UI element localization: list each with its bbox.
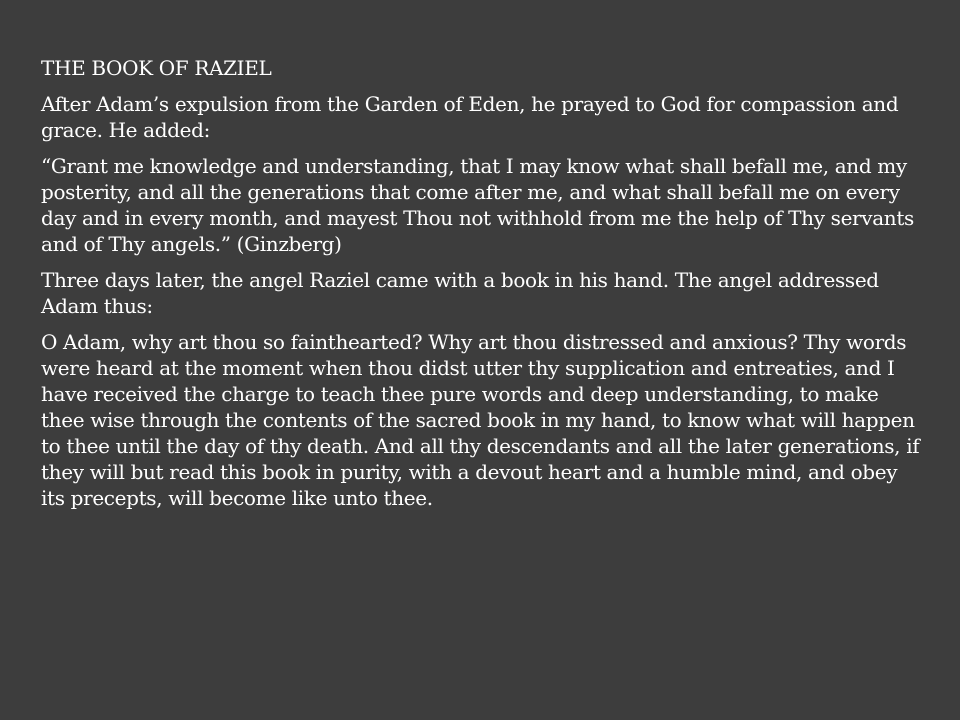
slide-title: THE BOOK OF RAZIEL — [41, 56, 272, 80]
paragraph-quote-ginzberg: “Grant me knowledge and understanding, that I may know what shall befall me, and my posterity, and all the generations that come after me, and what shall befall me on every day and in every month, and mayest Thou not withhold from me the help of Thy servants and of Thy angels.” (Ginzberg) — [41, 154, 914, 256]
paragraph-raziel-speech: O Adam, why art thou so fainthearted? Why art thou distressed and anxious? Thy words were heard at the moment when thou didst utter thy supplication and entreaties, and I have received the charge to teach thee pure words and deep understanding, to make thee wise through the contents of the sacred book in my hand, to know what will happen to thee until the day of thy death. And all thy descendants and all the later generations, if they will but read this book in purity, with a devout heart and a humble mind, and obey its precepts, will become like unto thee. — [41, 330, 920, 510]
paragraph-raziel-arrives: Three days later, the angel Raziel came with a book in his hand. The angel addressed Adam thus: — [41, 268, 879, 318]
paragraph-adam-prayer: After Adam’s expulsion from the Garden of Eden, he prayed to God for compassion and grace. He added: — [41, 92, 899, 142]
slide-content — [41, 55, 921, 521]
